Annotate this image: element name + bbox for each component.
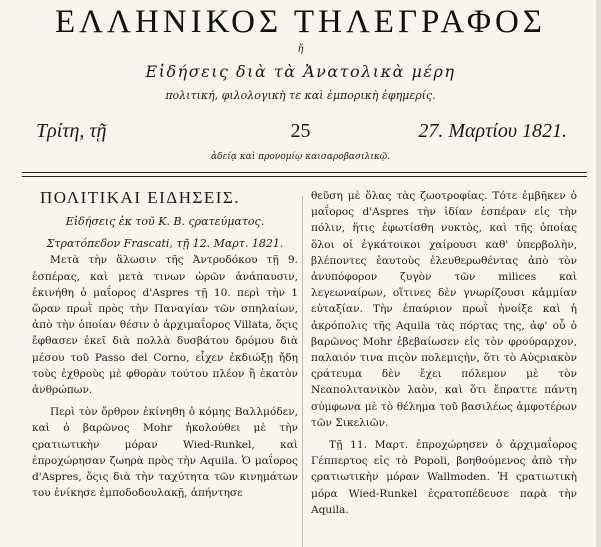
dateline-date: 27. Μαρτίου 1821. [418, 120, 567, 142]
header-rule-secondary [22, 176, 587, 177]
masthead-conjunction: ἤ [297, 44, 304, 55]
column-divider [302, 196, 303, 547]
issue-number: 25 [290, 120, 311, 142]
right-column [311, 188, 577, 518]
dateline-day: Τρίτη, τῇ [36, 120, 107, 142]
article-dateline: Στρατόπεδον Frascati, τῇ 12. Μαρτ. 1821. [46, 237, 284, 251]
masthead-descriptor: πολιτική, φιλολογικὴ τε καὶ ἐμπορικὴ ἐφημερίς. [165, 89, 436, 102]
section-subtitle: Εἰδήσεις ἐκ τοῦ Κ. Β. ςρατεύματος. [65, 215, 265, 228]
masthead-subtitle: Εἰδήσεις διὰ τὰ Ἀνατολικὰ μέρη [145, 62, 456, 81]
header-rule [22, 172, 587, 173]
page-edge [596, 0, 601, 547]
article-paragraph: Περὶ τὸν ὄρθρον ἐκίνηθη ὁ κόμης Βαλλμόδεν, καὶ ὁ βαρῶνος Mohr ἠκολούθει μὲ τὴν ςρατιωτικὴν μόραν Wied-Runkel, καὶ ἐπροχώρησαν ζωηρὰ πρὸς τὴν Aquila. Ὁ μαΐορος d'Aspres, ὅςις διὰ τὴν ταχύτητα τῶν κινημάτων του ἐνίκησε ἐμποδοδουλακῇ, ἀπήντησε [32, 406, 298, 500]
article-paragraph: Μετὰ τὴν ἅλωσιν τῆς Ἀντροδόκου τῇ 9. ἑσπέρας, καὶ μετὰ τινων ὡρῶν ἀνάπαυσιν, ἐκινήθη ὁ μαΐορος d'Aspres τῇ 10. περὶ τὴν 1 ὥραν πρωῒ πρὸς τὴν Παναγίαν τῶν σπηλαίων, ἀπὸ τὴν ὁποίαν θέσιν ὁ ἀρχιμαΐορος Villata, ὅςις ἔφθασεν ἐκεῖ διὰ πολλὰ δυσβάτου δρόμου διὰ μέσου τοῦ Passo del Corno, εἶχεν ἐκδιώξῃ ἤδη τοὺς ἐχθροὺς μὲ φθορὰν τούτου πλέον ἢ ἑκατὸν ἀνθρώπων. [32, 254, 298, 397]
article-paragraph: θεῦση μὲ ὅλας τὰς ζωοτροφίας. Τότε ἐμβῆκεν ὁ μαΐορος d'Aspres τὴν ἰδίαν ἑσπέραν εἰς τὴν πόλιν, ἥτις ἐφωτίσθη νυκτὸς, καὶ τῆς ὁποίας ὅλοι οἱ ἐγκάτοικοι χαίρουσι καθ' ὑπερβολὴν, βλέποντες ἑαυτοὺς ἐλευθερωθέντας ἀπὸ τὸν ἀνυπόφορον ζυγὸν τῶν milices καὶ λεγεωναίρων, οἵτινες δὲν γνωρίζουσι κἀμμίαν εὐταξίαν. Τὴν ἐπαύριον πρωῒ ἠνοίξε καὶ ἡ ἀκρόπολις τῆς Aquila τὰς πόρτας της, ἀφ' οὗ ὁ βαρῶνος Mohr ἐβεβαίωσεν εἰς τὸν φρούραρχον, παλαιόν τινα πιςὸν πολεμιςὴν, ὅτι τὸ Αὐςριακὸν ςράτευμα δὲν ἔχει πόλεμον μὲ τὸν Νεαπολιτανικὸν λαὸν, καὶ ὅτι ἔπραττε πάντη σύμφωνα μὲ τὸ θέλημα τοῦ βασιλέως ἀμφοτέρων τῶν Σικελιῶν. [311, 190, 577, 429]
section-title: ΠΟΛΙΤΙΚΑΙ ΕΙΔΗΣΕΙΣ. [40, 188, 241, 207]
masthead-title: ΕΛΛΗΝΙΚΟΣ ΤΗΛΕΓΡΑΦΟΣ [54, 4, 547, 40]
left-column [32, 188, 298, 501]
article-paragraph: Τῇ 11. Μαρτ. ἐπροχώρησεν ὁ ἀρχιμαΐορος Γέππερτος εἰς τὸ Popoli, βοηθούμενος ἀπὸ τὴν ςρατιωτικὴν μόραν Wallmoden. Ἡ ςρατιωτικὴ μόρα Wied-Runkel ἐςρατοπέδευσε παρὰ τὴν Aquila. [311, 439, 577, 516]
license-note: ἀδείᾳ καὶ προνομίῳ καισαροβασιλικῷ. [211, 152, 390, 162]
